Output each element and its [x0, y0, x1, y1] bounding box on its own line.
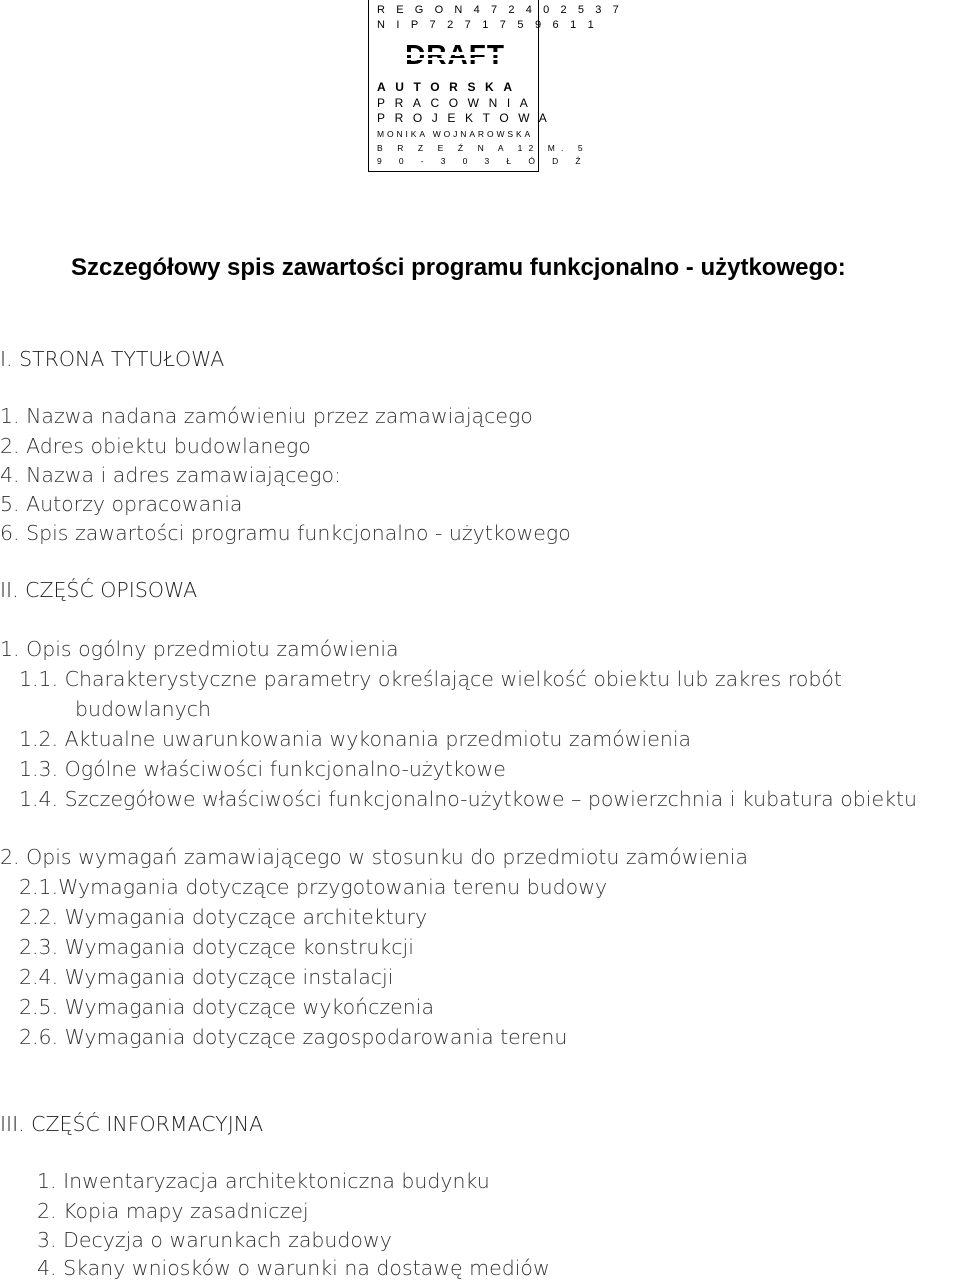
list-item: 2.3. Wymagania dotyczące konstrukcji — [19, 935, 414, 959]
list-item: 4. Nazwa i adres zamawiającego: — [0, 463, 341, 487]
list-item: 1.1. Charakterystyczne parametry określające wielkość obiektu lub zakres robót — [19, 667, 842, 691]
list-item: 6. Spis zawartości programu funkcjonalno - użytkowego — [0, 521, 571, 545]
list-item: 4. Skany wniosków o warunki na dostawę mediów — [37, 1256, 550, 1280]
section-heading-i: I. STRONA TYTUŁOWA — [0, 347, 225, 371]
list-item: 1. Nazwa nadana zamówieniu przez zamawiającego — [0, 404, 533, 428]
section-heading-ii: II. CZĘŚĆ OPISOWA — [0, 578, 198, 602]
stamp-line-autorska: AUTORSKA — [377, 80, 522, 94]
nip-number: N I P 7 2 7 1 7 5 9 6 1 1 — [377, 19, 598, 31]
draft-logo — [377, 38, 533, 70]
list-item: budowlanych — [75, 697, 211, 721]
list-item: 2.1.Wymagania dotyczące przygotowania terenu budowy — [19, 875, 608, 899]
list-item: 1.3. Ogólne właściwości funkcjonalno-użytkowe — [19, 757, 506, 781]
list-item: 1.2. Aktualne uwarunkowania wykonania przedmiotu zamówienia — [19, 727, 692, 751]
list-item: 2.2. Wymagania dotyczące architektury — [19, 905, 428, 929]
list-item: 2. Adres obiektu budowlanego — [0, 434, 311, 458]
stamp-line-projektowa: PROJEKTOWA — [377, 111, 557, 125]
list-item: 2.5. Wymagania dotyczące wykończenia — [19, 995, 435, 1019]
list-item: 2.6. Wymagania dotyczące zagospodarowania terenu — [19, 1025, 568, 1049]
list-item: 5. Autorzy opracowania — [0, 492, 243, 516]
stamp-line-street: B R Z E Ź N A 12 M. 5 — [377, 143, 589, 153]
stamp-line-pracownia: PRACOWNIA — [377, 96, 538, 110]
list-item: 3. Decyzja o warunkach zabudowy — [37, 1228, 392, 1252]
regon-number: R E G O N 4 7 2 4 0 2 5 3 7 — [377, 4, 623, 16]
list-item: 1. Opis ogólny przedmiotu zamówienia — [0, 637, 399, 661]
list-item: 1. Inwentaryzacja architektoniczna budynku — [37, 1169, 490, 1193]
list-item: 2. Opis wymagań zamawiającego w stosunku do przedmiotu zamówienia — [0, 845, 749, 869]
document-title: Szczegółowy spis zawartości programu funkcjonalno - użytkowego: — [71, 254, 846, 281]
list-item: 1.4. Szczegółowe właściwości funkcjonalno-użytkowe – powierzchnia i kubatura obiektu — [19, 787, 918, 811]
list-item: 2. Kopia mapy zasadniczej — [37, 1199, 309, 1223]
stamp-line-city: 9 0 - 3 0 3 Ł Ó D Ź — [377, 156, 588, 166]
list-item: 2.4. Wymagania dotyczące instalacji — [19, 965, 394, 989]
stamp-line-owner: MONIKA WOJNAROWSKA — [377, 129, 534, 139]
company-stamp — [368, 0, 623, 172]
section-heading-iii: III. CZĘŚĆ INFORMACYJNA — [0, 1112, 264, 1136]
